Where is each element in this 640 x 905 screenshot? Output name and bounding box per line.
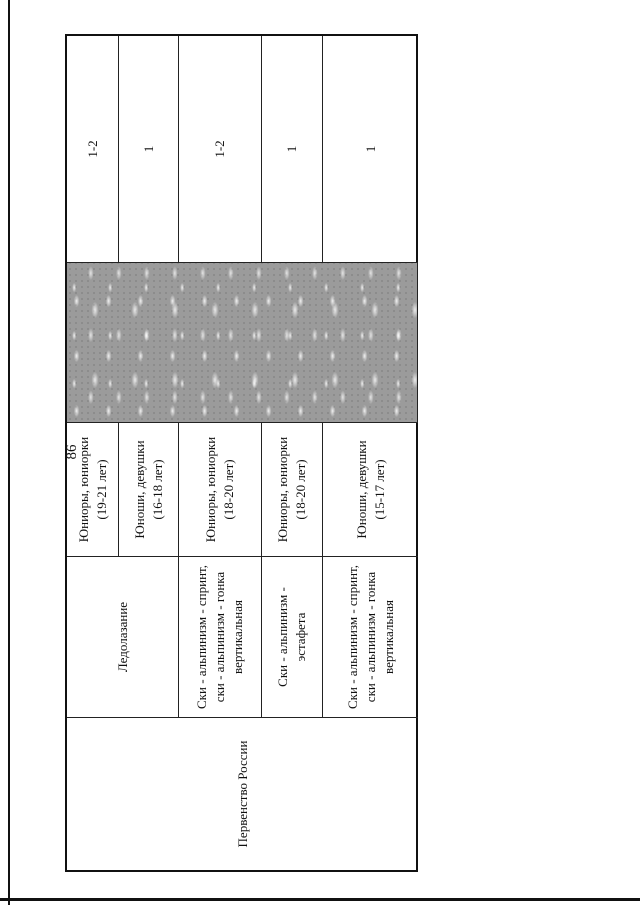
table-frame [65,34,418,872]
value-cell: 1 [119,36,179,262]
value-cell: 1-2 [179,36,262,262]
age-group-cell: Юноши, девушки (15-17 лет) [323,422,418,556]
sports-ranking-table [65,34,418,872]
event-cell: Первенство России [67,717,418,870]
bottom-margin-rule [0,898,640,901]
shaded-column [67,262,418,422]
age-group-cell: Юниоры, юниорки (18-20 лет) [262,422,323,556]
age-group-cell: Юноши, девушки (16-18 лет) [119,422,179,556]
discipline-cell: Ледолазание [67,556,179,717]
discipline-cell: Ски - альпинизм - спринт, ски - альпинизм - гонка вертикальная [323,556,418,717]
discipline-cell: Ски - альпинизм - эстафета [262,556,323,717]
age-group-cell: Юниоры, юниорки (19-21 лет) [67,422,119,556]
page-number: 86 [64,444,80,460]
value-cell: 1 [262,36,323,262]
value-cell: 1-2 [67,36,119,262]
discipline-cell: Ски - альпинизм - спринт, ски - альпинизм - гонка вертикальная [179,556,262,717]
age-group-cell: Юниоры, юниорки (18-20 лет) [179,422,262,556]
left-margin-rule [8,0,10,905]
value-cell: 1 [362,145,378,153]
